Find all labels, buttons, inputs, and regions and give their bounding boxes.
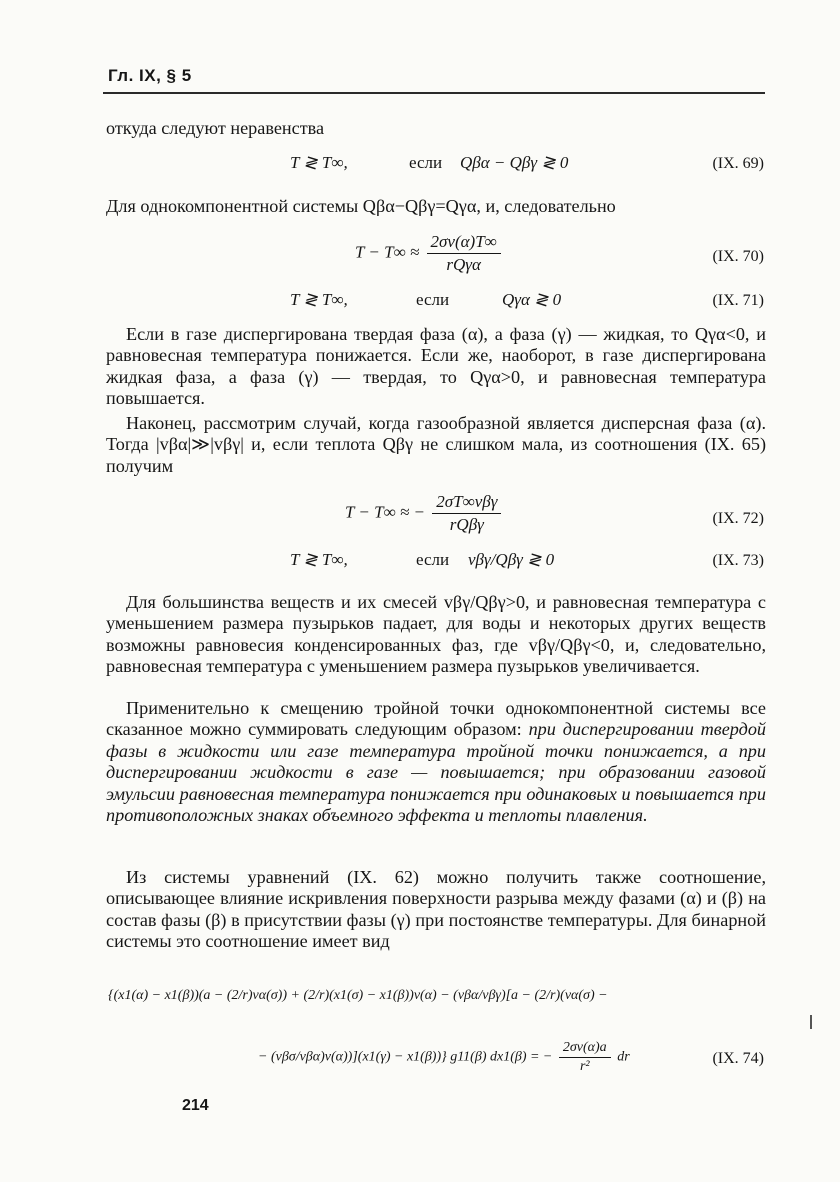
eq71-cond-word: если xyxy=(416,290,450,309)
eq74-number: (IX. 74) xyxy=(712,1050,764,1067)
eq74-line1: {(x1(α) − x1(β))(a − (2/r)vα(σ)) + (2/r)(x1(σ) − x1(β))v(α) − (vβα/vβγ)[a − (2/r)(vα(σ) − xyxy=(108,988,608,1003)
eq72-lhs: T − T∞ ≈ − xyxy=(345,502,425,522)
paragraph-most-substances: Для большинства веществ и их смесей vβγ/Qβγ>0, и равновесная температура с уменьшением размера пузырьков падает, для воды и некоторых других веществ возможны равновесия конденсированных фаз, где vβγ/Qβγ<0, и, следовательно, равновесная температура с уменьшением размера пузырьков увеличивается. xyxy=(106,592,766,677)
paragraph-system-equations: Из системы уравнений (IX. 62) можно получить также соотношение, описывающее влияние искривления поверхности разрыва между фазами (α) и (β) на состав фазы (β) в присутствии фазы (γ) при постоянстве температуры. Для бинарной системы это соотношение имеет вид xyxy=(106,867,766,952)
eq70-numerator: 2σv(α)T∞ xyxy=(427,232,501,254)
eq72-denominator: rQβγ xyxy=(449,515,484,534)
eq73-left: T ≷ T∞, xyxy=(290,550,348,569)
eq73-condition: vβγ/Qβγ ≷ 0 xyxy=(468,550,555,569)
triple-point-intro: Применительно к смещению тройной точки однокомпонентной системы все сказанное можно суммировать следующим образом: xyxy=(106,698,766,740)
eq69-condition: Qβα − Qβγ ≷ 0 xyxy=(460,153,569,172)
eq72-numerator: 2σT∞vβγ xyxy=(432,492,501,514)
single-component-line: Для однокомпонентной системы Qβα−Qβγ=Qγα, и, следовательно xyxy=(106,196,616,216)
triple-point-summary: при диспергировании твердой фазы в жидкости или газе температура тройной точки понижается, а при диспергировании жидкости в газе — повышается; при образовании газовой эмульсии равновесная температура понижается при одинаковых и повышается при противоположных знаках объемного эффекта и теплоты плавления. xyxy=(106,719,767,826)
eq70-denominator: rQγα xyxy=(446,255,481,274)
eq70-fraction xyxy=(427,232,501,275)
eq70 xyxy=(355,232,504,275)
eq74-denominator: r² xyxy=(579,1059,590,1074)
intro-line: откуда следуют неравенства xyxy=(106,118,325,138)
eq71-left: T ≷ T∞, xyxy=(290,290,348,309)
page-number: 214 xyxy=(182,1097,209,1114)
eq74-fraction xyxy=(559,1040,611,1075)
eq73-number: (IX. 73) xyxy=(712,552,764,569)
eq72-fraction xyxy=(432,492,501,535)
eq72 xyxy=(345,492,504,535)
eq74-dr: dr xyxy=(617,1049,630,1065)
paragraph-finally: Наконец, рассмотрим случай, когда газообразной является дисперсная фаза (α). Тогда |vβα|≫|vβγ| и, если теплота Qβγ не слишком мала, из соотношения (IX. 65) получим xyxy=(106,413,766,476)
paragraph-solid-liquid: Если в газе диспергирована твердая фаза (α), а фаза (γ) — жидкая, то Qγα<0, и равновесная температура понижается. Если же, наоборот, в газе диспергирована жидкая фаза, а фаза (γ) — твердая, то Qγα>0, и равновесная температура повышается. xyxy=(106,324,766,409)
eq73-cond-word: если xyxy=(416,550,450,569)
scan-mark xyxy=(810,1015,812,1029)
eq69-left: T ≷ T∞, xyxy=(290,153,348,172)
eq74-line2 xyxy=(258,1040,630,1075)
eq69-number: (IX. 69) xyxy=(712,155,764,172)
eq70-lhs: T − T∞ ≈ xyxy=(355,242,420,262)
eq74-numerator: 2σv(α)a xyxy=(559,1040,611,1058)
header-rule xyxy=(103,92,765,94)
paragraph-triple-point xyxy=(106,698,766,826)
eq72-number: (IX. 72) xyxy=(712,510,764,527)
running-header: Гл. IX, § 5 xyxy=(108,66,192,85)
eq74-line2-left: − (vβσ/vβα)v(α))](x1(γ) − x1(β))} g11(β) dx1(β) = − xyxy=(258,1049,553,1065)
eq71-condition: Qγα ≷ 0 xyxy=(502,290,562,309)
eq69-cond-word: если xyxy=(409,153,443,172)
eq70-number: (IX. 70) xyxy=(712,248,764,265)
eq71-number: (IX. 71) xyxy=(712,292,764,309)
